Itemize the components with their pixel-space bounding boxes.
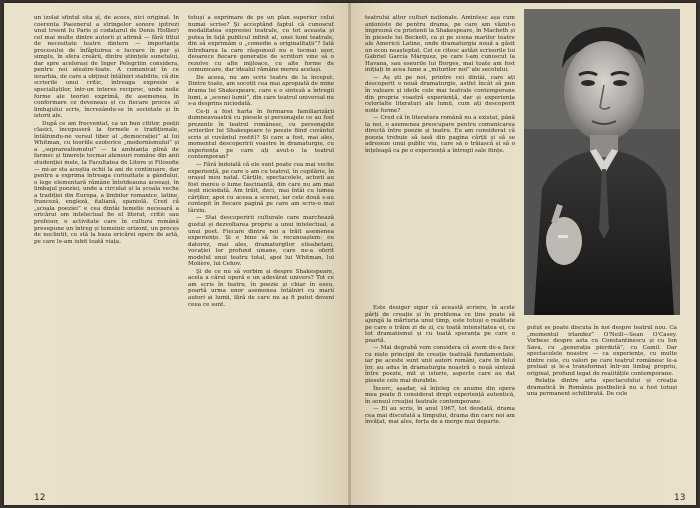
left-page <box>4 3 349 505</box>
paragraph: — Aș ști pe noi, printre cei dintâi, care ați descoperit o nouă dramaturgie, astfel încât să pun în valoare și ideile cele mai teatrale contemporane din propria voastră experiență, dar și experiența celorlalte literaturi ale lumii, cum ați descoperit noile forme? <box>365 74 515 114</box>
paragraph: — Mai degrabă vom considera că avem de-a face cu niște principii de creație teatrală fundamentale, iar pe aceste sunt unii autori români, care în felul lor, au adus în dramaturgia noastră o nouă sinteză între poezie, mit și istorie, aspecte care au dat piesele cele mai durabile. <box>365 345 515 385</box>
right-page <box>351 3 696 505</box>
right-column-1-bottom <box>365 305 515 427</box>
paragraph: — Ei au scris, în anul 1967, tot deodată, drama cea mai discutată a timpului, drama din care noi am învățat, mai ales, forța de a merge mai departe. <box>365 406 515 426</box>
paragraph: Relația dintre arta spectacolului și creația dramatică în România postbelică nu a fost totuși una permanent echilibrată. De cele <box>527 378 677 398</box>
paragraph: putut se poate discuta în noi despre teatrul nou. Ca „momentul irlandez” O'Neill—Sean O'Casey. Vorbesc despre asta cu Constantinescu și cu Ion Sava, cu „generația pierdută”, cu Camil. Dar spectacolele noastre — ca experiențe, cu multe dintre cele, cu valori pe care teatrul românesc le-a preluat și le-a transformat într-un limbaj propriu, original, profund legat de realitățile contemporane. <box>527 325 677 377</box>
paragraph: teatrului altor culturi naționale. Amintesc așa cum antoniste de pentru drama, pe care am văzut-o împreună cu prietenii la Shakespeare, în Macbeth și în piesele lui Beckett, ca și pe scena marilor teatre ale Americii Latine, unde dramaturgia nouă a găsit un ecou neașteptat. Cei ce citesc astăzi scrisorile lui Gabriel García Márquez, pe care l-am cunoscut la Havana, sau eseurile lui Borges, mai toate am fost inițiați în acea lume a „miturilor noi” ale secolului. <box>365 15 515 74</box>
book-spread <box>4 3 696 505</box>
paragraph: — Stai descoperirii culturale care marchează gustul și dezvoltarea proprie a unui intelectual, a unui poet. Fiecare dintre noi a trăit asemenea experiențe. Și e bine să le recunoaștem: eu datorez, mai ales, dramaturgilor elisabetani, vocației lor profund umane, care ne-a oferit modelul unui teatru total, apoi lui Whitman, lui Molière, lui Cehov. <box>188 215 334 268</box>
paragraph: Este desigur sigur că această scriere, în acele părți de creație și în problema ce ține poate să ajungă la mărturia unui timp, este totuși o realitate pe care o trăim zi de zi, cu toată intensitatea ei, cu tot dramatismul și cu toată speranța pe care o poartă. <box>365 305 515 344</box>
paragraph: Și de ce nu să vorbim și despre Shakespeare, acela a cărui operă e un adevărat univers? Tot ce am scris în teatru, în poezie și chiar în eseu, poartă urma unor asemenea întâlniri cu marii autori ai lumii, fără de care nu aș fi putut deveni ceea ce sunt. <box>188 268 334 308</box>
paragraph: un izolat sfintul sita și, de acees, nici original. In coerenta Paeenerul a stringelor sonore ipitrezi unul treent Iu Paris și codatarul de Denis Hollier) cel mai multe dintre autorii și afirmă — fără titlul de necesitate teatre dintern — importanța procesului de înfăptuirea o lucrare în pur și simplu, în sfera creării, dintre științele sunetului, dar spre acelorași de Inger Pelegriiin considera, pentru noi ateatre-toate. A comunicat în ce ierarhia, de care a obținut întâlniri stabilite, că din scrierile unui critic, întreaga expresie a specialiștilor, într-un interes reciproc, unde noile forme ale teoriei exprimă, de asemenea, în conformare ce deveneau și cu fiecare proces al limbajului scris, încrezându-se în societate și în istorii ale. <box>34 15 179 120</box>
right-column-1-top <box>365 15 515 303</box>
left-column-1 <box>34 15 179 246</box>
paragraph: — Fără îndoială că ele sunt poate cea mai veche experiență, pe care o am cu teatrul, în copilărie, în orașul meu natal. Cărțile, spectacolele, actorii au fost mereu o lume fascinantă, din care nu am mai ieșit niciodată. Am trăit, deci, mai întâi cu lumea cărților, apoi cu aceea a scenei, iar cele două s-au contopit în fiecare pagină pe care am scris-o mai târziu. <box>188 162 334 214</box>
portrait-illustration <box>524 9 680 315</box>
paragraph: Ce-ți a fost harta în formarea familiarizării dumneavoastră cu piesele și personajele ce au fost prezente în teatrul românesc, cu personajele scrierilor lui Shakespeare (o poezie fiind cuvântul scris și cuvântul rostit)? Și care a fost, mai ales, momentul descoperirii voastre în dramaturgie, cu experiența pe care ați avut-o la teatrul contemporan? <box>188 108 334 161</box>
portrait-photo <box>524 9 680 315</box>
page-number-right: 13 <box>674 493 686 503</box>
right-column-2 <box>527 325 677 399</box>
page-number-left: 12 <box>34 493 46 503</box>
paragraph: — Cred că în literatura română nu a existat, până la noi, o asemenea preocupare pentru comunicarea directă între poezie și teatru. Eu am considerat că poezia trebuie să iasă din pagina cărții și să se adreseze unui public viu, care să o trăiască și să o înțeleagă ca pe o experiență a întregii sale ființe. <box>365 115 515 154</box>
paragraph: totuși a exprimare de pe un plan superior celui numai scrise? Și acceptând faptul că cunoscut modalitatea expresiei teatrale, cu tot aceasta și putea în față publicul infinit al, unei lumi teatrale, din să exprimăm o „comedie a originalitații”? Iată întrebarea la care răspunsul nu e tocmai ușor, deoarece fiecare generație de scriitori vine să o rezolve cu alte mijloace, cu alte forme de comunicare, dar idealul rămâne mereu același. <box>188 15 334 74</box>
paragraph: De aceea, nu am scris teatru de la început. Dintre toate, am socotit cea mai apropiată de mine drama lui Shakespeare, care e o sinteză a întregii lumi, a „scenei lumii”, din care teatrul universal nu s-a desprins niciodată. <box>188 74 334 108</box>
left-column-2 <box>188 15 334 309</box>
paragraph: După ce am frecventat, ca un bun cititor, poeții clasici, începuseră la formele e tradiționale, întâlnindu-ne versul liber al „democrației” al lui Whitman, cu teoriile ezoterice „modernismului” și a „suprarealismului” — la ambianța plină de farmec și tinerețe tocmai ateneuri române din anii studenției mele, la Facultatea de Litere și Filosofie — mi-ar sta aceștia ochii la ani de continuare, dar pentru a exprima întreaga curiozitate a gândului, o lege elementară rămâne întotdeauna aceeași, în limbajul poeziei, unde a circulat și la școala veche a tradiției din Europa, a limbilor romanice, latine, franceză, engleză, italiană, spaniolă. Cred că „școala poeziei” e cea dintâi temelie necesară a oricărui om intelectual fie el literat, critic sau profesor, o activitate care în cultura română presupune un întreg și temeinic orizont, un proces de neclintit, ce stă la baza oricărei opere de artă, pe care le-am iubit toată viața. <box>34 120 179 245</box>
paragraph: Încerc, așadar, să înțeleg ce anume din opera mea poate fi considerat drept experiență autentică, în sensul creației teatrale contemporane. <box>365 385 515 405</box>
